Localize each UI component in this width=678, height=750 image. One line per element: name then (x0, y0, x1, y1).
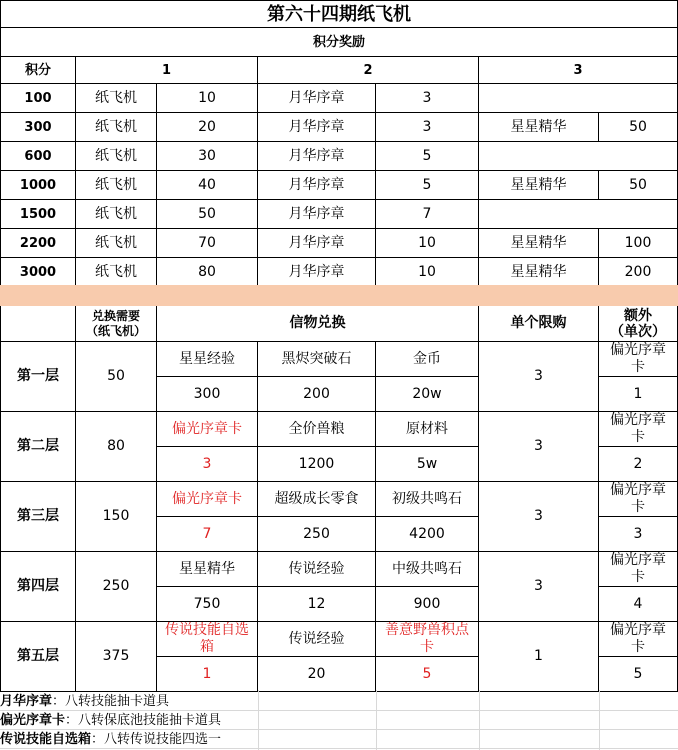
reward-qty-1: 10 (157, 84, 258, 113)
reward-row (0, 258, 678, 287)
exchange-head-limit: 单个限购 (479, 306, 599, 342)
exchange-head-extra (599, 306, 678, 342)
note-desc: ：八转保底池技能抽卡道具 (65, 713, 222, 728)
tier-extra-item: 偏光序章卡 (599, 412, 678, 447)
exchange-item-name: 超级成长零食 (258, 482, 376, 517)
reward-qty-2: 5 (376, 171, 479, 200)
tier-name: 第四层 (0, 552, 76, 622)
reward-qty-1: 30 (157, 142, 258, 171)
reward-item-2: 月华序章 (258, 113, 376, 142)
reward-item-2: 月华序章 (258, 258, 376, 287)
tier-cost: 80 (76, 412, 157, 482)
reward-item-3 (479, 142, 678, 171)
section-separator (0, 285, 678, 306)
rewards-head-3: 3 (479, 57, 678, 84)
reward-item-1: 纸飞机 (76, 171, 157, 200)
reward-points: 3000 (0, 258, 76, 287)
reward-item-3: 星星精华 (479, 171, 599, 200)
exchange-head-tier (0, 306, 76, 342)
sheet-gridline (599, 690, 600, 750)
tier-extra-item: 偏光序章卡 (599, 342, 678, 377)
reward-row (0, 84, 678, 113)
tier-limit: 3 (479, 412, 599, 482)
reward-qty-1: 50 (157, 200, 258, 229)
tier-limit: 3 (479, 342, 599, 412)
tier-name: 第二层 (0, 412, 76, 482)
reward-item-3: 星星精华 (479, 229, 599, 258)
page-title: 第六十四期纸飞机 (0, 0, 678, 28)
exchange-item-qty: 200 (258, 377, 376, 412)
reward-qty-3: 100 (599, 229, 678, 258)
reward-item-1: 纸飞机 (76, 258, 157, 287)
exchange-item-name: 偏光序章卡 (157, 412, 258, 447)
exchange-item-qty: 1 (157, 657, 258, 692)
reward-qty-1: 70 (157, 229, 258, 258)
note-line (0, 711, 678, 730)
tier-cost: 250 (76, 552, 157, 622)
reward-points: 100 (0, 84, 76, 113)
tier-limit: 3 (479, 482, 599, 552)
exchange-item-name: 传说经验 (258, 552, 376, 587)
reward-row (0, 200, 678, 229)
reward-item-2: 月华序章 (258, 142, 376, 171)
exchange-item-qty: 3 (157, 447, 258, 482)
exchange-item-name: 偏光序章卡 (157, 482, 258, 517)
reward-item-3 (479, 200, 678, 229)
tier-extra-qty: 1 (599, 377, 678, 412)
exchange-item-qty: 4200 (376, 517, 479, 552)
reward-points: 1500 (0, 200, 76, 229)
reward-item-2: 月华序章 (258, 200, 376, 229)
reward-qty-2: 3 (376, 113, 479, 142)
exchange-item-qty: 750 (157, 587, 258, 622)
reward-qty-1: 40 (157, 171, 258, 200)
rewards-head-1: 1 (76, 57, 258, 84)
reward-row (0, 229, 678, 258)
tier-cost: 375 (76, 622, 157, 692)
exchange-item-qty: 12 (258, 587, 376, 622)
reward-qty-3: 200 (599, 258, 678, 287)
exchange-item-name: 金币 (376, 342, 479, 377)
exchange-item-qty: 250 (258, 517, 376, 552)
reward-item-3 (479, 84, 678, 113)
exchange-item-name: 原材料 (376, 412, 479, 447)
reward-points: 300 (0, 113, 76, 142)
exchange-item-qty: 300 (157, 377, 258, 412)
rewards-head-2: 2 (258, 57, 479, 84)
reward-qty-3: 50 (599, 171, 678, 200)
reward-qty-2: 5 (376, 142, 479, 171)
tier-extra-qty: 4 (599, 587, 678, 622)
exchange-item-name: 传说技能自选箱 (157, 622, 258, 657)
reward-qty-1: 20 (157, 113, 258, 142)
note-desc: ：八转传说技能四选一 (91, 732, 222, 747)
exchange-item-qty: 900 (376, 587, 479, 622)
reward-item-2: 月华序章 (258, 229, 376, 258)
exchange-head-need-line1: 兑换需要 (91, 308, 140, 323)
reward-item-2: 月华序章 (258, 84, 376, 113)
exchange-head-need-line2: （纸飞机） (85, 323, 146, 338)
tier-name: 第五层 (0, 622, 76, 692)
reward-item-1: 纸飞机 (76, 229, 157, 258)
exchange-head-extra-line2: （单次） (610, 323, 666, 340)
exchange-item-name: 全价兽粮 (258, 412, 376, 447)
reward-item-1: 纸飞机 (76, 142, 157, 171)
note-line (0, 730, 678, 749)
tier-extra-qty: 5 (599, 657, 678, 692)
note-term: 偏光序章卡 (0, 713, 66, 728)
tier-extra-item: 偏光序章卡 (599, 552, 678, 587)
sheet-gridline (376, 690, 377, 750)
tier-limit: 1 (479, 622, 599, 692)
rewards-section-title: 积分奖励 (0, 28, 678, 57)
exchange-item-name: 传说经验 (258, 622, 376, 657)
reward-qty-2: 7 (376, 200, 479, 229)
reward-row (0, 142, 678, 171)
tier-extra-item: 偏光序章卡 (599, 482, 678, 517)
tier-extra-qty: 2 (599, 447, 678, 482)
exchange-head-extra-line1: 额外 (624, 307, 652, 324)
reward-qty-2: 3 (376, 84, 479, 113)
exchange-item-name: 星星精华 (157, 552, 258, 587)
exchange-item-name: 中级共鸣石 (376, 552, 479, 587)
exchange-head-need (76, 306, 157, 342)
exchange-item-qty: 1200 (258, 447, 376, 482)
reward-points: 600 (0, 142, 76, 171)
tier-cost: 150 (76, 482, 157, 552)
exchange-item-qty: 20 (258, 657, 376, 692)
note-term: 传说技能自选箱 (0, 732, 92, 747)
reward-qty-3: 50 (599, 113, 678, 142)
exchange-item-qty: 5w (376, 447, 479, 482)
exchange-item-name: 星星经验 (157, 342, 258, 377)
exchange-item-name: 黑烬突破石 (258, 342, 376, 377)
reward-qty-2: 10 (376, 258, 479, 287)
tier-limit: 3 (479, 552, 599, 622)
exchange-item-name: 善意野兽积点卡 (376, 622, 479, 657)
reward-qty-1: 80 (157, 258, 258, 287)
exchange-head-items: 信物兑换 (157, 306, 479, 342)
reward-qty-2: 10 (376, 229, 479, 258)
tier-cost: 50 (76, 342, 157, 412)
sheet-gridline (479, 690, 480, 750)
exchange-item-qty: 5 (376, 657, 479, 692)
reward-item-1: 纸飞机 (76, 84, 157, 113)
reward-item-1: 纸飞机 (76, 113, 157, 142)
reward-points: 2200 (0, 229, 76, 258)
sheet-gridline (258, 690, 259, 750)
exchange-item-qty: 7 (157, 517, 258, 552)
tier-extra-item: 偏光序章卡 (599, 622, 678, 657)
rewards-head-points: 积分 (0, 57, 76, 84)
note-desc: ：八转技能抽卡道具 (52, 694, 170, 709)
reward-item-3: 星星精华 (479, 113, 599, 142)
reward-row (0, 171, 678, 200)
exchange-item-qty: 20w (376, 377, 479, 412)
reward-item-2: 月华序章 (258, 171, 376, 200)
reward-row (0, 113, 678, 142)
note-term: 月华序章 (0, 694, 53, 709)
tier-name: 第一层 (0, 342, 76, 412)
reward-item-1: 纸飞机 (76, 200, 157, 229)
note-line (0, 692, 678, 711)
reward-points: 1000 (0, 171, 76, 200)
tier-extra-qty: 3 (599, 517, 678, 552)
exchange-item-name: 初级共鸣石 (376, 482, 479, 517)
reward-item-3: 星星精华 (479, 258, 599, 287)
tier-name: 第三层 (0, 482, 76, 552)
